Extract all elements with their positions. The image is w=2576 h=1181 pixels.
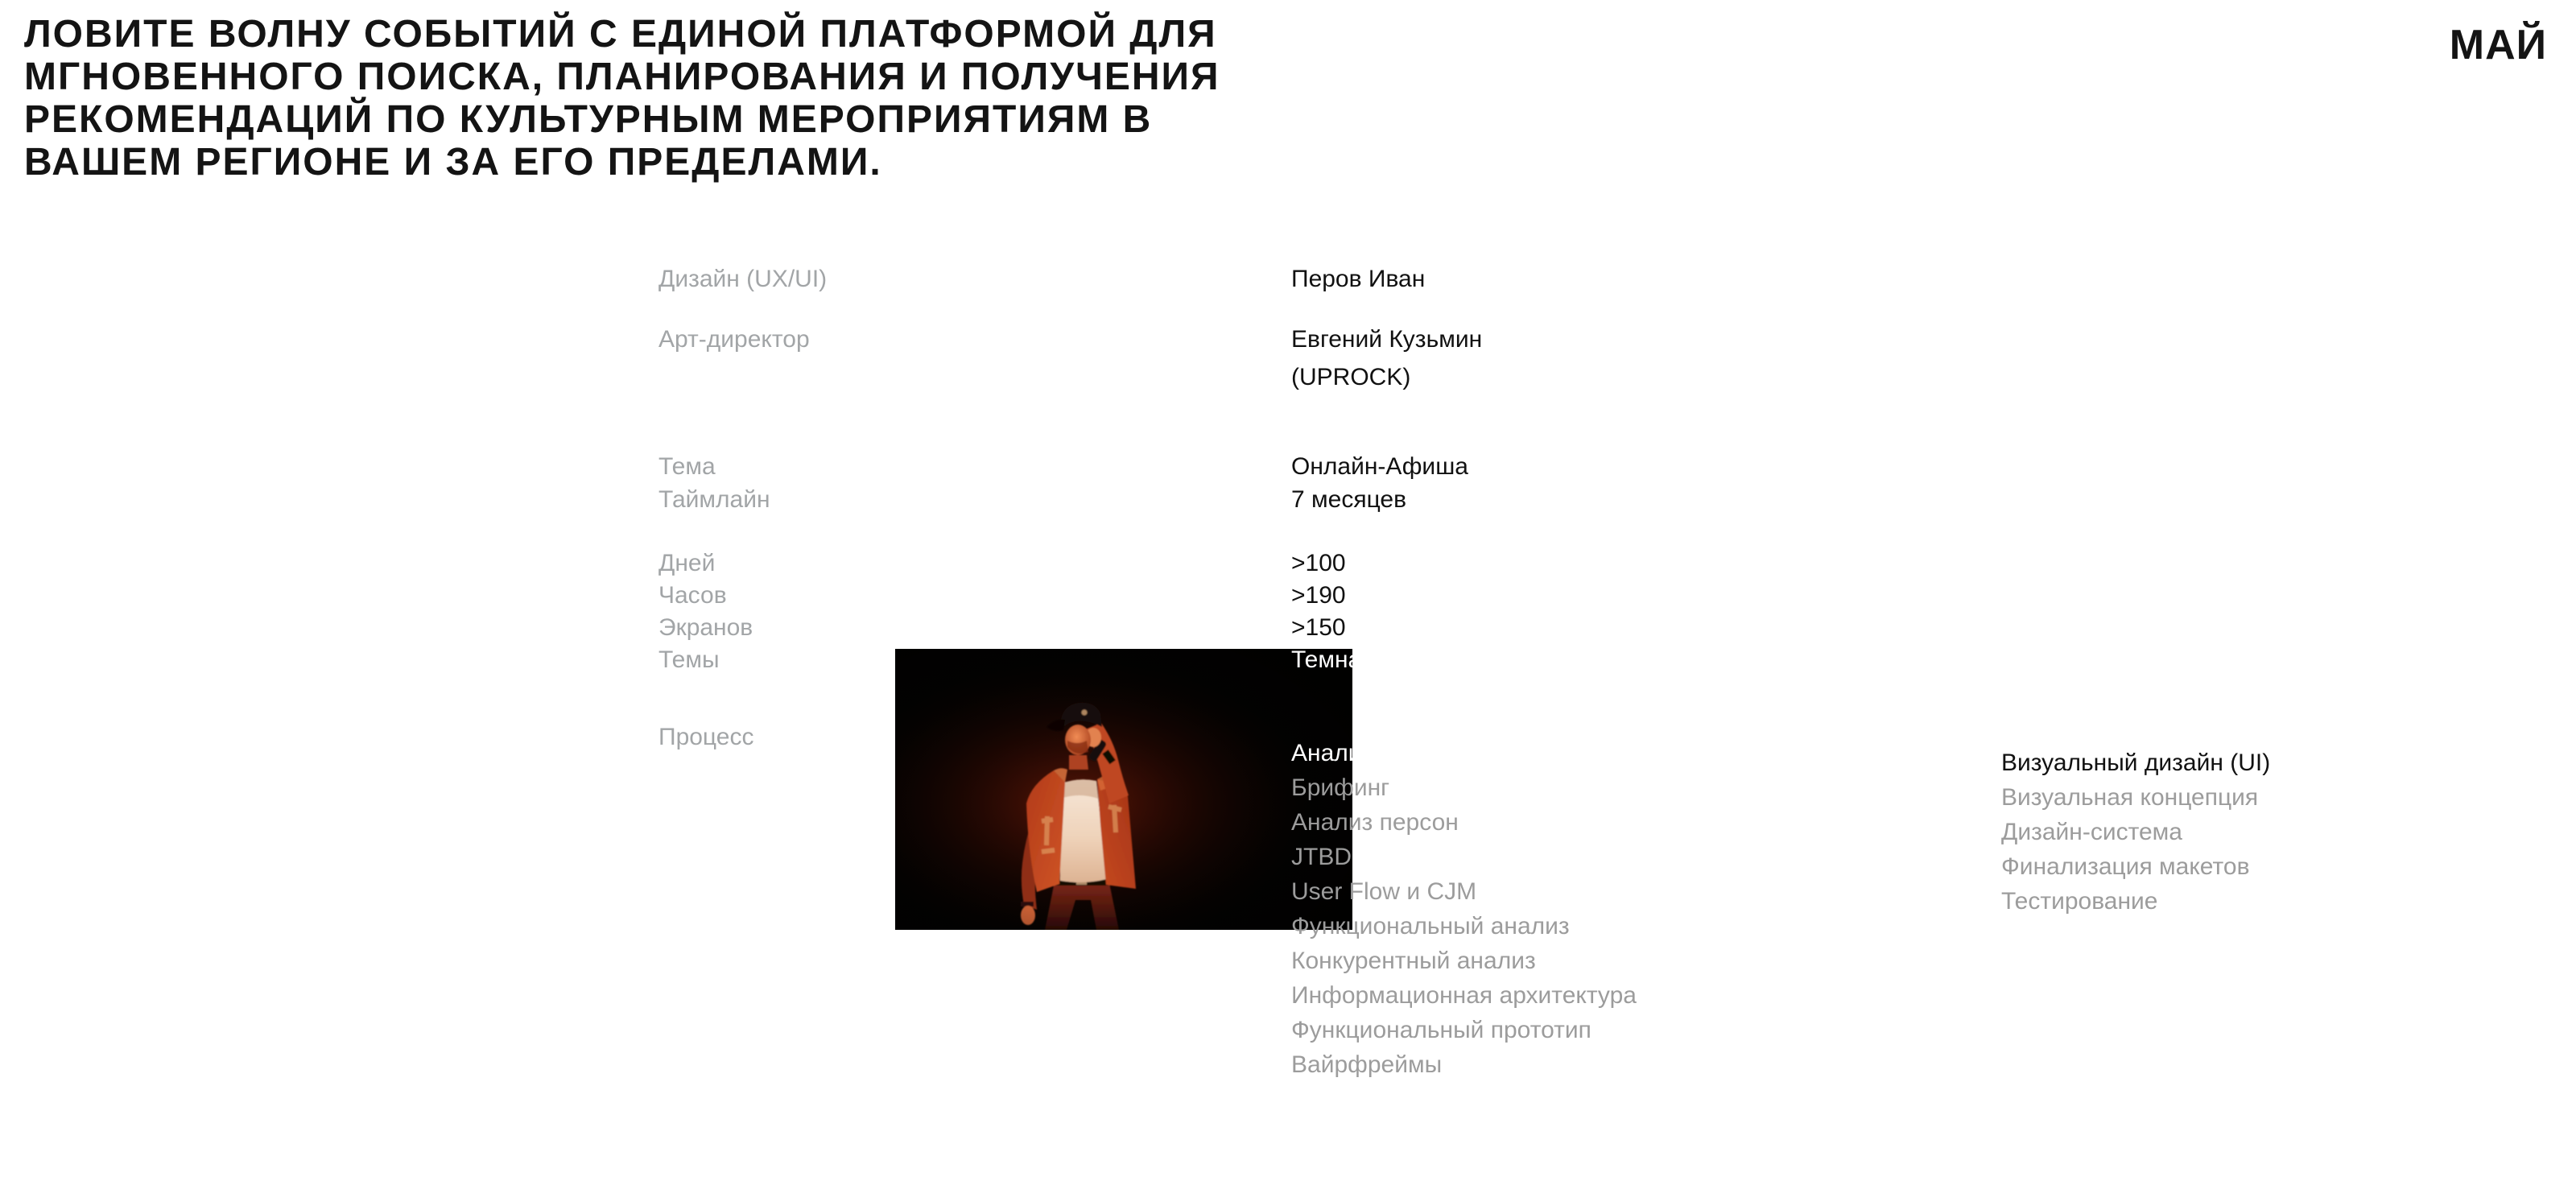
process-ux-item: Информационная архитектура [1291,982,1637,1009]
timeline-label: Таймлайн [658,486,770,513]
process-label: Процесс [658,724,754,750]
theme-value: Онлайн-Афиша [1291,453,1468,480]
process-ux-item: Анализ персон [1291,809,1459,836]
design-label: Дизайн (UX/UI) [658,266,828,292]
stats-values [1291,547,1482,676]
process-ux-item: Конкурентный анализ [1291,948,1536,974]
page-title-line-1: ЛОВИТЕ ВОЛНУ СОБЫТИЙ С ЕДИНОЙ ПЛАТФОРМОЙ ДЛЯ [24,13,1217,56]
stats-labels [658,547,753,676]
art-director-label: Арт-директор [658,326,810,353]
process-ui-item: Визуальная концепция [2001,784,2259,811]
theme-timeline-values [1291,450,1468,516]
art-director-value [1291,320,1482,396]
process-ui-item: Тестирование [2001,888,2158,915]
process-ux-title: Аналитика и исследование (UX) [1291,740,1653,766]
process-ux-item: JTBD [1291,844,1352,870]
process-ui-item: Дизайн-система [2001,819,2182,845]
process-ui-column [2001,745,2270,919]
themes-label: Темы [658,646,720,673]
process-ux-column [1291,736,1653,1082]
days-label: Дней [658,550,716,576]
performer-photo-art [895,649,1352,930]
art-director-name: Евгений Кузьмин [1291,326,1483,353]
process-ux-item: User Flow и CJM [1291,878,1477,905]
theme-timeline-labels [658,450,770,516]
page-title-line-2: МГНОВЕННОГО ПОИСКА, ПЛАНИРОВАНИЯ И ПОЛУЧЕНИЯ [24,56,1220,98]
process-ui-title: Визуальный дизайн (UI) [2001,749,2271,776]
theme-label: Тема [658,453,716,480]
month-label: МАЙ [2449,22,2547,68]
screens-value: >150 [1291,614,1346,641]
hours-value: >190 [1291,582,1346,609]
screens-label: Экранов [658,614,753,641]
timeline-value: 7 месяцев [1291,486,1407,513]
page-title [24,13,1220,184]
page-title-line-4: ВАШЕМ РЕГИОНЕ И ЗА ЕГО ПРЕДЕЛАМИ. [24,141,882,184]
process-ui-item: Финализация макетов [2001,853,2250,880]
process-ux-item: Функциональный прототип [1291,1017,1591,1043]
design-value: Перов Иван [1291,266,1426,292]
process-ux-item: Вайрфреймы [1291,1051,1443,1078]
process-ux-item: Функциональный анализ [1291,913,1570,939]
art-director-studio: (UPROCK) [1291,364,1411,390]
process-ux-item: Брифинг [1291,774,1390,801]
hours-label: Часов [658,582,727,609]
themes-value: Темная; Светлая [1291,646,1482,673]
page-title-line-3: РЕКОМЕНДАЦИЙ ПО КУЛЬТУРНЫМ МЕРОПРИЯТИЯМ В [24,98,1153,141]
performer-photo [895,649,1352,930]
days-value: >100 [1291,550,1346,576]
